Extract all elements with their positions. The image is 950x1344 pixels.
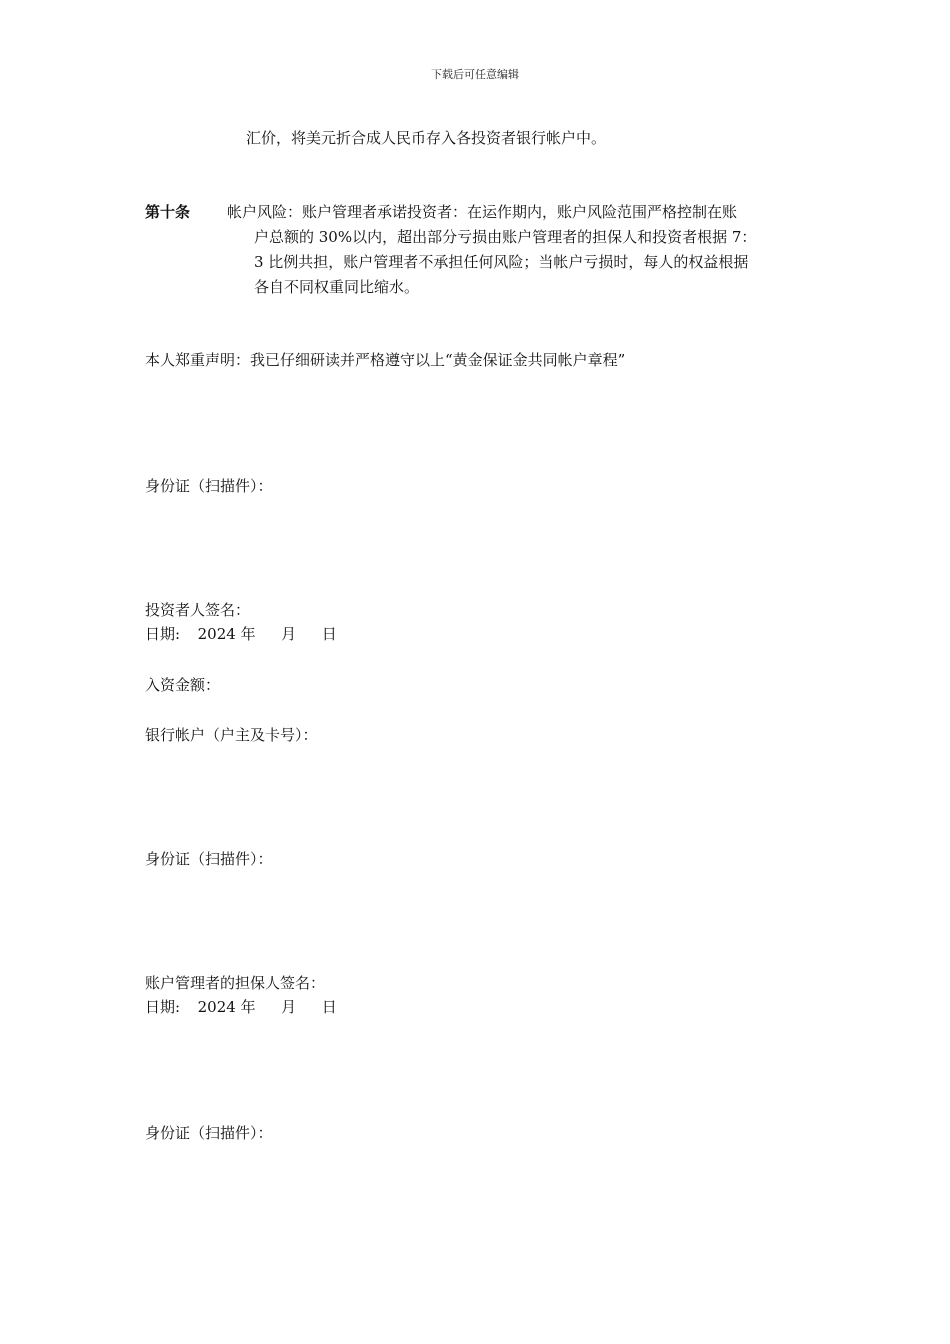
date-day: 日 [321,998,337,1016]
guarantor-date-line [145,995,337,1019]
article-line-4: 各自不同权重同比缩水。 [254,278,420,296]
deposit-amount-label: 入资金额： [145,676,221,694]
date-label: 日期: [145,998,181,1016]
article-line-3: 3 比例共担，账户管理者不承担任何风险；当帐户亏损时，每人的权益根据 [254,253,749,271]
guarantor-id-scan-label: 身份证（扫描件）： [145,850,273,868]
continuation-paragraph: 汇价，将美元折合成人民币存入各投资者银行帐户中。 [246,129,607,147]
page-header-note: 下载后可任意编辑 [431,68,519,81]
date-month: 月 [281,625,297,643]
date-year: 2024 年 [197,998,256,1016]
bank-account-label: 银行帐户（户主及卡号）： [145,726,318,744]
date-label: 日期: [145,625,181,643]
investor-date-line [145,622,337,646]
investor-signature-label: 投资者人签名： [145,601,251,619]
date-day: 日 [321,625,337,643]
date-year: 2024 年 [197,625,256,643]
date-month: 月 [281,998,297,1016]
declaration-statement: 本人郑重声明：我已仔细研读并严格遵守以上“黄金保证金共同帐户章程” [145,351,626,369]
guarantor-id-scan-label-2: 身份证（扫描件）： [145,1124,273,1142]
article-line-1: 帐户风险：账户管理者承诺投资者：在运作期内，账户风险范围严格控制在账 [227,203,738,221]
article-body [254,225,819,300]
article-line-2: 户总额的 30%以内，超出部分亏损由账户管理者的担保人和投资者根据 7： [254,228,757,246]
investor-id-scan-label: 身份证（扫描件）： [145,477,273,495]
guarantor-signature-label: 账户管理者的担保人签名： [145,974,326,992]
article-number: 第十条 [145,203,191,221]
